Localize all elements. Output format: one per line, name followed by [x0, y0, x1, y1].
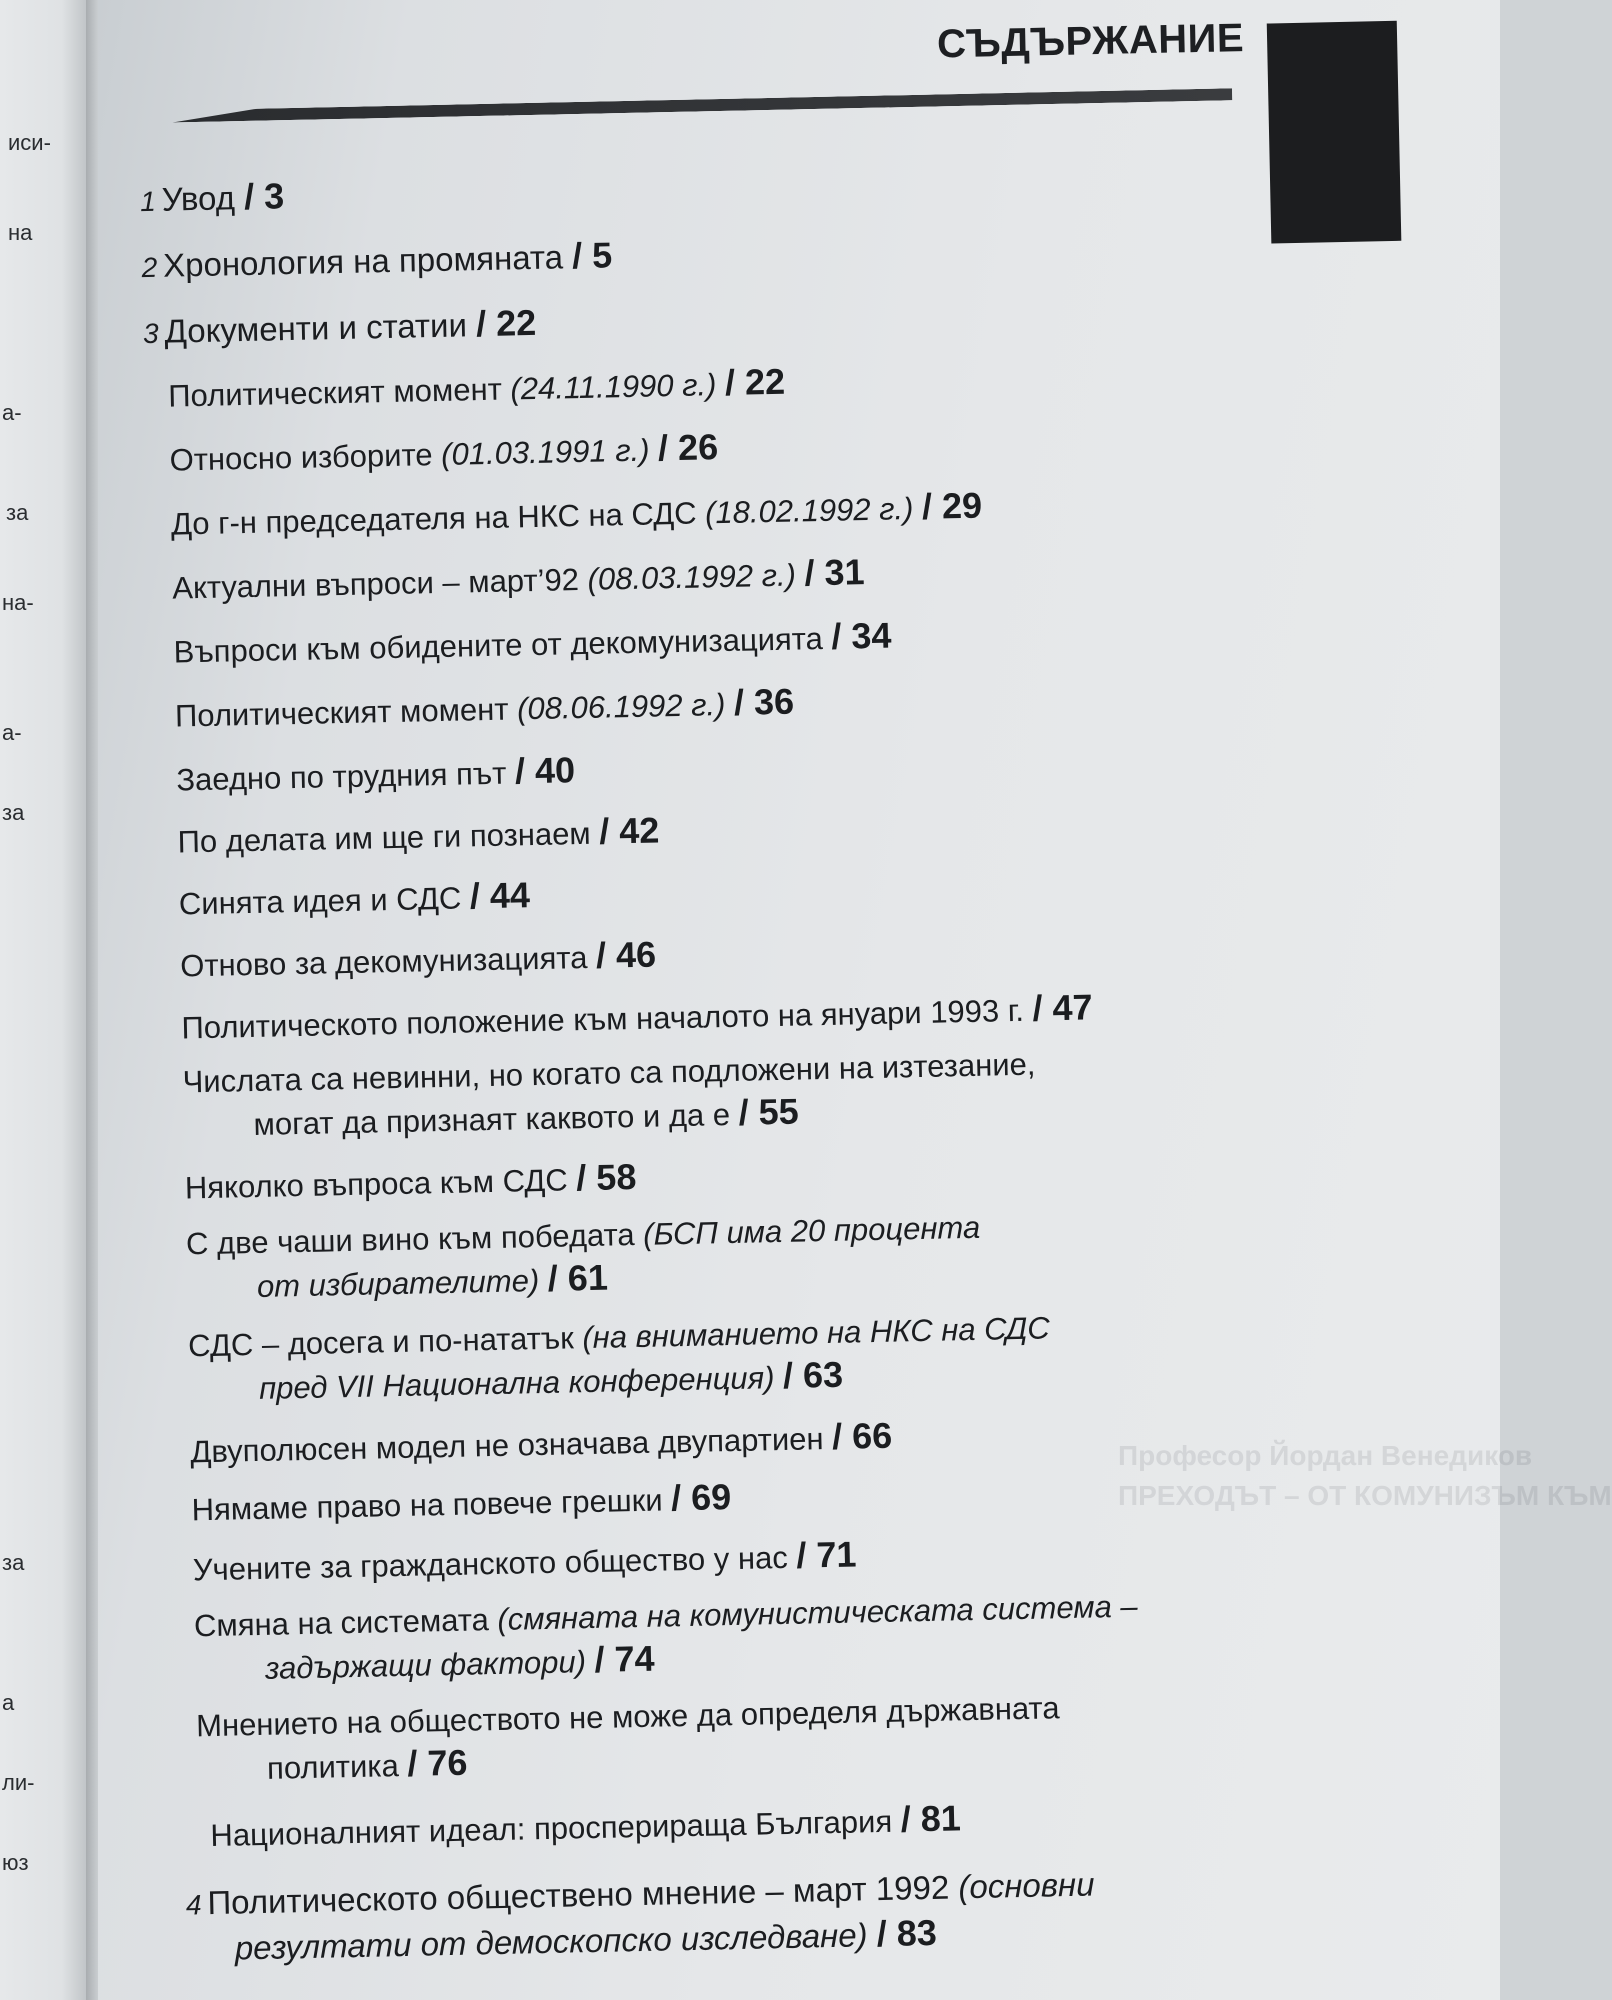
left-page-fragment: на [8, 220, 33, 245]
toc-entry-continuation: от избирателите) / 61 [256, 1256, 609, 1304]
toc-entry: Националният идеал: просперираща България / 81 [210, 1797, 962, 1854]
toc-entry-continuation: могат да признаят каквото и да е / 55 [253, 1090, 800, 1142]
left-page-fragment: ли- [2, 1770, 35, 1795]
toc-entry: Политическият момент (24.11.1990 г.) / 22 [167, 360, 786, 414]
toc-entry: 4 Политическото обществено мнение – март 1992 (основни резултати от демоскопско изследване) / 83 [185, 1865, 1095, 1967]
toc-entry: 2 Хронология на промяната / 5 [141, 234, 613, 284]
left-page-fragment: за [2, 1550, 25, 1575]
toc-entry: СДС – досега и по-нататък (на вниманието на НКС на СДС пред VII Национална конференция) / 63 [187, 1310, 1051, 1406]
left-page-fragment: за [6, 500, 29, 525]
toc-entry: Синята идея и СДС / 44 [178, 874, 531, 922]
toc-entry: Относно изборите (01.03.1991 г.) / 26 [169, 426, 719, 478]
toc-entry: Заедно по трудния път / 40 [175, 749, 576, 798]
left-page-fragment: юз [2, 1850, 29, 1875]
toc-entry-continuation: задържащи фактори) / 74 [264, 1637, 655, 1686]
toc-entry: Актуални въпроси – март’92 (08.03.1992 г.) / 31 [171, 551, 865, 606]
toc-entry: 3 Документи и статии / 22 [142, 301, 537, 350]
toc-entry: Отново за декомунизацията / 46 [179, 933, 657, 984]
toc-entry: 1 Увод / 3 [139, 175, 285, 218]
toc-entry: Политическият момент (08.06.1992 г.) / 36 [174, 680, 795, 734]
toc-entry: Числата са невинни, но когато са подложени на изтезание, могат да признаят каквото и да е / 55 [182, 1046, 1036, 1142]
toc-entry: Смяна на системата (смяната на комунистическата система – задържащи фактори) / 74 [193, 1588, 1138, 1686]
toc-entry-continuation: политика / 76 [266, 1741, 468, 1786]
show-through-text: Професор Йордан Венедиков [1118, 1440, 1533, 1471]
toc-entry: По делата им ще ги познаем / 42 [177, 809, 660, 860]
toc-entry: Няколко въпроса към СДС / 58 [184, 1155, 637, 1206]
left-page-fragment: а- [2, 400, 22, 425]
left-page-fragment: а- [2, 720, 22, 745]
page-title: СЪДЪРЖАНИЕ [936, 16, 1245, 67]
toc-entry: Политическото положение към началото на януари 1993 г. / 47 [181, 986, 1093, 1046]
toc-entry-continuation: пред VII Национална конференция) / 63 [258, 1353, 844, 1406]
show-through-text: ПРЕХОДЪТ – ОТ КОМУНИЗЪМ КЪМ [1118, 1480, 1612, 1511]
toc-entry: С две чаши вино към победата (БСП има 20 процента от избирателите) / 61 [185, 1209, 981, 1304]
toc-entry: Двуполюсен модел не означава двупартиен / 66 [190, 1414, 893, 1470]
left-page-fragment: а [2, 1690, 15, 1715]
book-page [98, 0, 1612, 2000]
left-page-fragment: на- [2, 590, 34, 615]
toc-entry-continuation: резултати от демоскопско изследване) / 83 [234, 1911, 938, 1967]
toc-entry: Въпроси към обидените от декомунизацията / 34 [173, 614, 892, 670]
heading-rule [172, 88, 1232, 122]
left-page-margin [0, 0, 88, 2000]
toc-entry: Нямаме право на повече грешки / 69 [191, 1476, 732, 1528]
toc-entry: Учените за гражданското общество у нас / 71 [192, 1533, 857, 1588]
toc-content [98, 0, 1542, 2000]
toc-entry: Мнението на обществото не може да определя държавната политика / 76 [195, 1690, 1060, 1786]
left-page-fragment: иси- [8, 130, 51, 155]
chapter-tab-marker [1267, 21, 1402, 244]
left-page-fragment: за [2, 800, 25, 825]
toc-entry: До г-н председателя на НКС на СДС (18.02.1992 г.) / 29 [170, 484, 983, 542]
